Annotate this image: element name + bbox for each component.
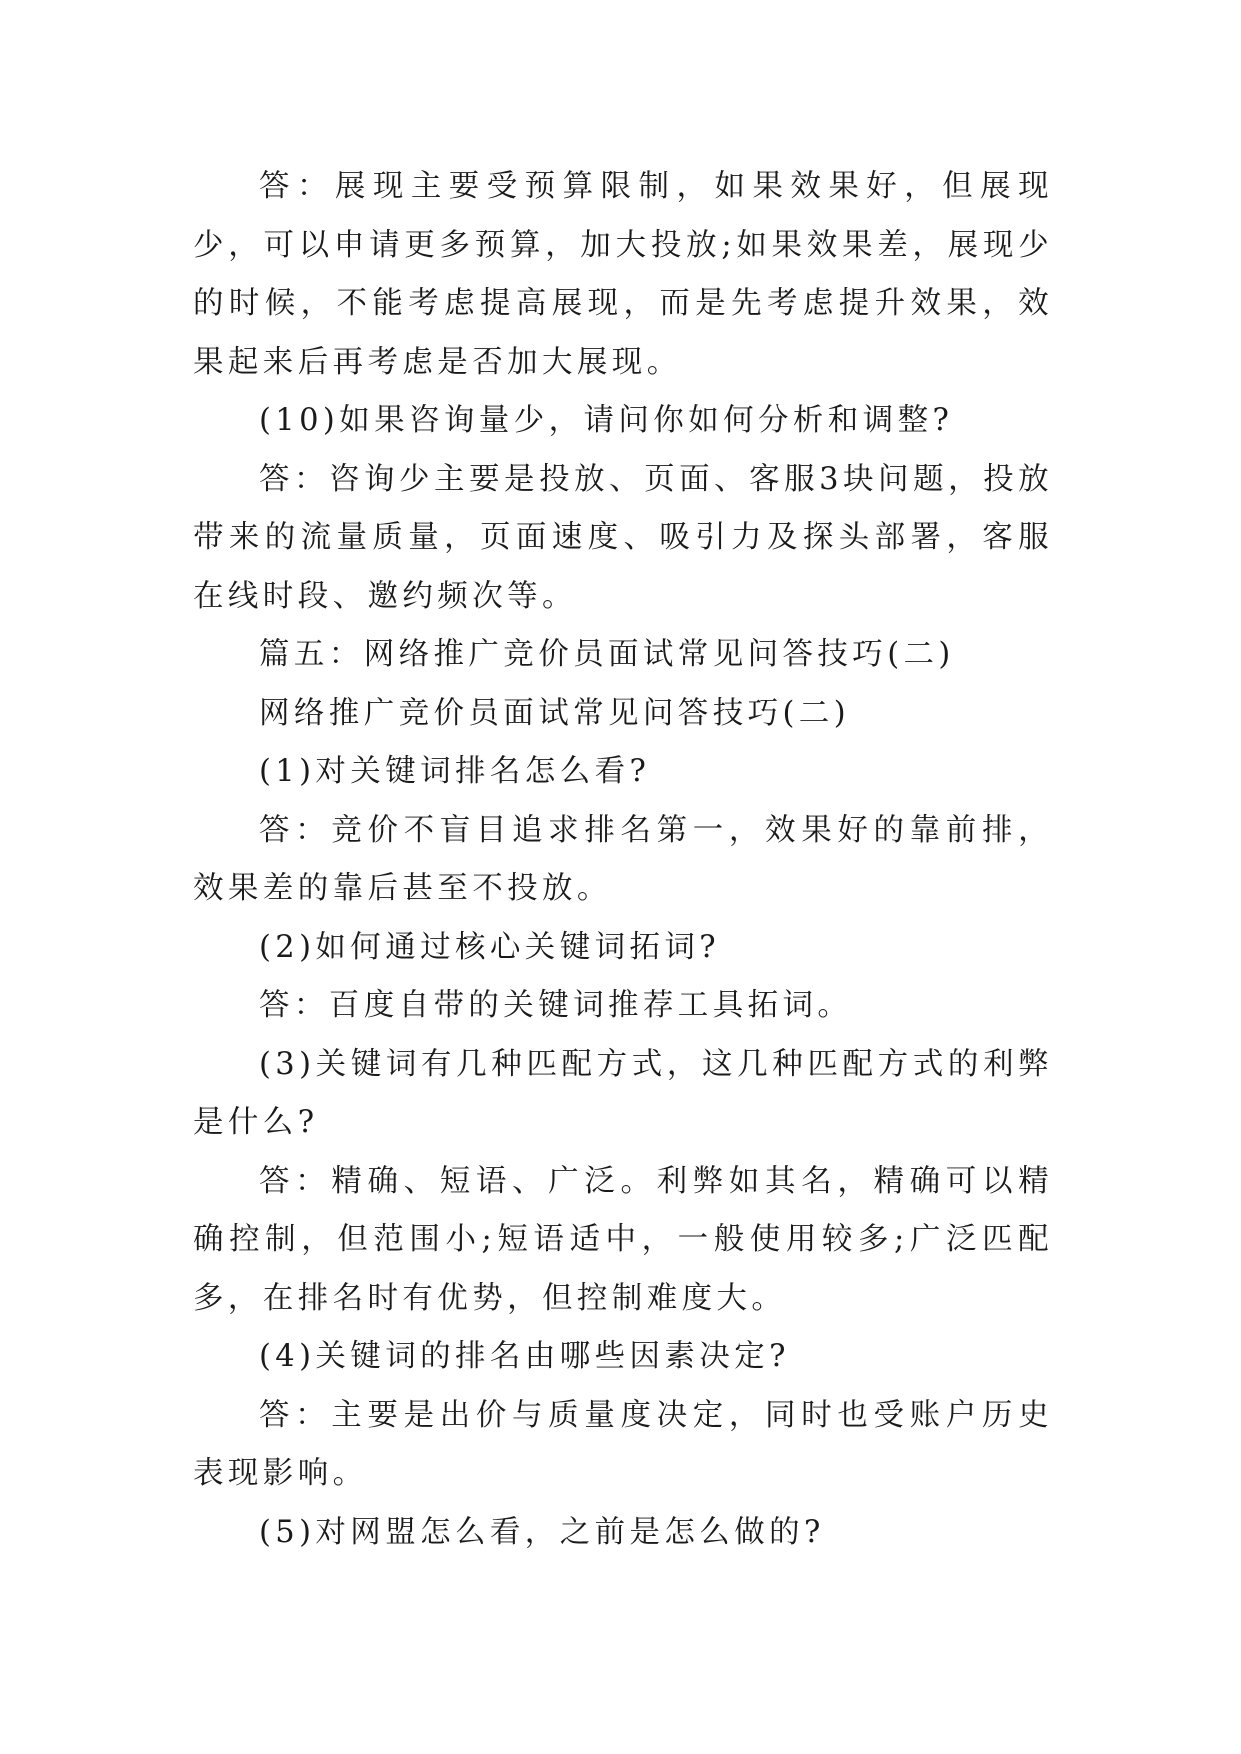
section-subtitle: 网络推广竞价员面试常见问答技巧(二) [259,695,850,731]
document-body [193,158,1053,1562]
section-heading-part-five: 篇五：网络推广竞价员面试常见问答技巧(二) [259,637,955,672]
paragraph-question-5: (5)对网盟怎么看，之前是怎么做的? [259,1514,825,1550]
paragraph-question-10: (10)如果咨询量少，请问你如何分析和调整? [259,403,954,438]
paragraph-answer-2: 答：百度自带的关键词推荐工具拓词。 [259,988,853,1023]
paragraph-question-4: (4)关键词的排名由哪些因素决定? [259,1339,790,1374]
paragraph-answer-3: 答：精确、短语、广泛。利弊如其名，精确可以精确控制，但范围小;短语适中，一般使用较多;广泛匹配多，在排名时有优势，但控制难度大。 [193,1163,1053,1316]
paragraph-question-2: (2)如何通过核心关键词拓词? [259,929,721,965]
paragraph-answer-1: 答：竞价不盲目追求排名第一，效果好的靠前排，效果差的靠后甚至不投放。 [193,812,1053,906]
paragraph-answer-4: 答：主要是出价与质量度决定，同时也受账户历史表现影响。 [193,1397,1053,1491]
paragraph-answer-impressions: 答：展现主要受预算限制，如果效果好，但展现少，可以申请更多预算，加大投放;如果效果差，展现少的时候，不能考虑提高展现，而是先考虑提升效果，效果起来后再考虑是否加大展现。 [193,169,1053,380]
paragraph-question-1: (1)对关键词排名怎么看? [259,754,651,789]
paragraph-answer-consultation: 答：咨询少主要是投放、页面、客服3块问题，投放带来的流量质量，页面速度、吸引力及探头部署，客服在线时段、邀约频次等。 [193,461,1053,614]
paragraph-question-3: (3)关键词有几种匹配方式，这几种匹配方式的利弊是什么? [193,1046,1053,1140]
